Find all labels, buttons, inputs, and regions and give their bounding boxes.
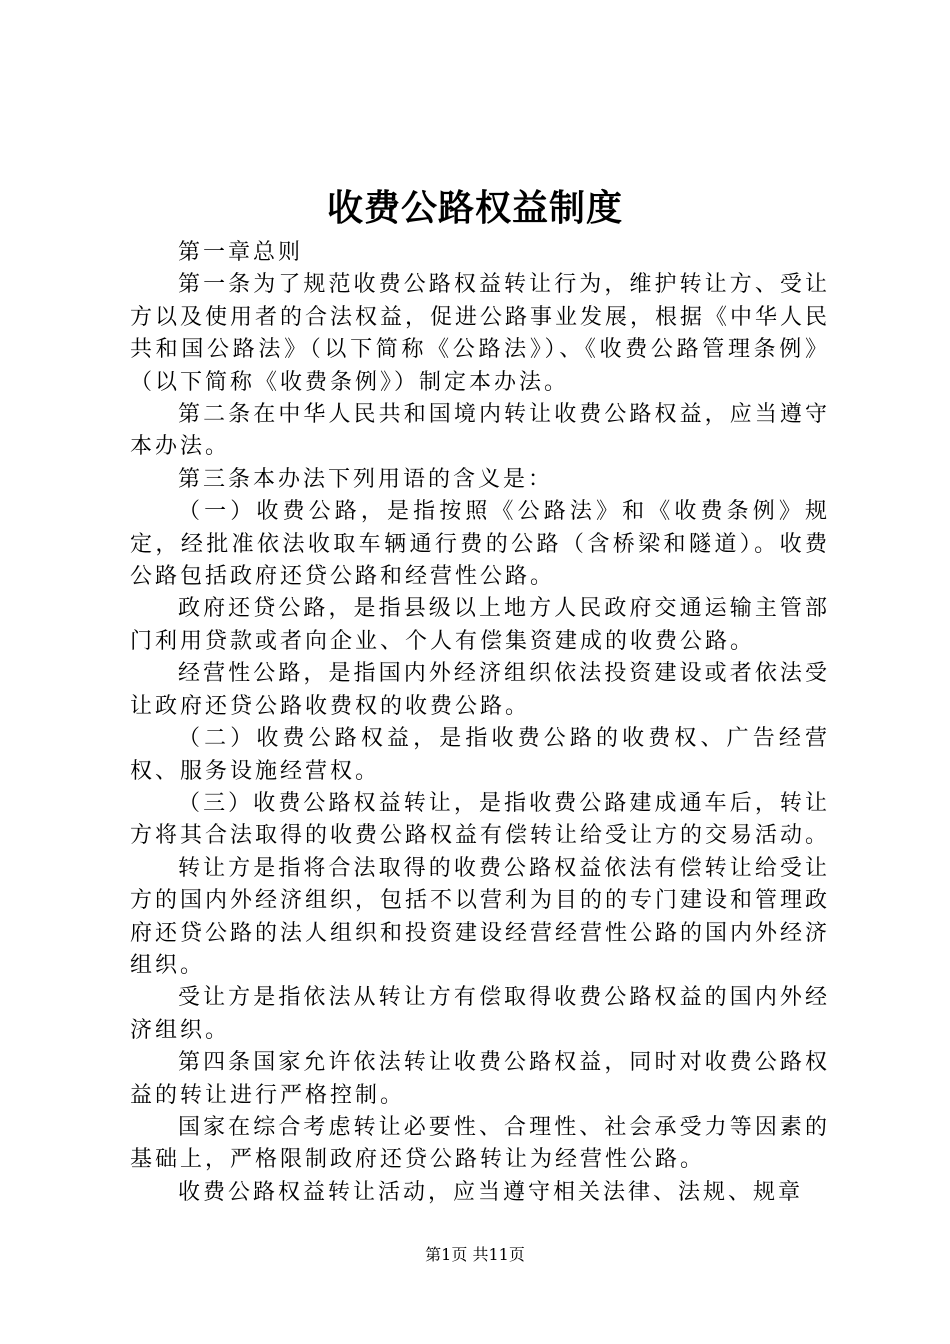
paragraph: 转让方是指将合法取得的收费公路权益依法有偿转让给受让方的国内外经济组织，包括不以营利为目的的专门建设和管理政府还贷公路的法人组织和投资建设经营经营性公路的国内外经济组织。 [130,855,831,978]
paragraph: 第一条为了规范收费公路权益转让行为，维护转让方、受让方以及使用者的合法权益，促进公路事业发展，根据《中华人民共和国公路法》（以下简称《公路法》）、《收费公路管理条例》（以下简称《收费条例》）制定本办法。 [130,272,831,395]
paragraph: （一）收费公路，是指按照《公路法》和《收费条例》规定，经批准依法收取车辆通行费的公路（含桥梁和隧道）。收费公路包括政府还贷公路和经营性公路。 [130,499,830,590]
page-footer [0,1243,950,1267]
paragraph: （三）收费公路权益转让，是指收费公路建成通车后，转让方将其合法取得的收费公路权益有偿转让给受让方的交易活动。 [130,790,831,849]
paragraph: 第二条在中华人民共和国境内转让收费公路权益，应当遵守本办法。 [130,402,830,460]
paragraph: 国家在综合考虑转让必要性、合理性、社会承受力等因素的基础上，严格限制政府还贷公路转让为经营性公路。 [130,1114,830,1173]
chapter-heading: 第一章总则 [178,240,304,265]
document-title: 收费公路权益制度 [326,187,623,229]
paragraph: 收费公路权益转让活动，应当遵守相关法律、法规、规章 [178,1179,804,1205]
paragraph: 第三条本办法下列用语的含义是： [178,466,554,492]
paragraph: 受让方是指依法从转让方有偿取得收费公路权益的国内外经济组织。 [130,985,830,1043]
paragraph: 第四条国家允许依法转让收费公路权益，同时对收费公路权益的转让进行严格控制。 [130,1050,830,1108]
page-total: 共11页 [472,1245,525,1264]
page-number: 第1页 [425,1245,468,1264]
document-body [130,237,830,1209]
paragraph: 经营性公路，是指国内外经济组织依法投资建设或者依法受让政府还贷公路收费权的收费公路。 [130,661,830,719]
paragraph: 政府还贷公路，是指县级以上地方人民政府交通运输主管部门利用贷款或者向企业、个人有偿集资建成的收费公路。 [130,596,830,654]
paragraph: （二）收费公路权益，是指收费公路的收费权、广告经营权、服务设施经营权。 [130,726,830,784]
